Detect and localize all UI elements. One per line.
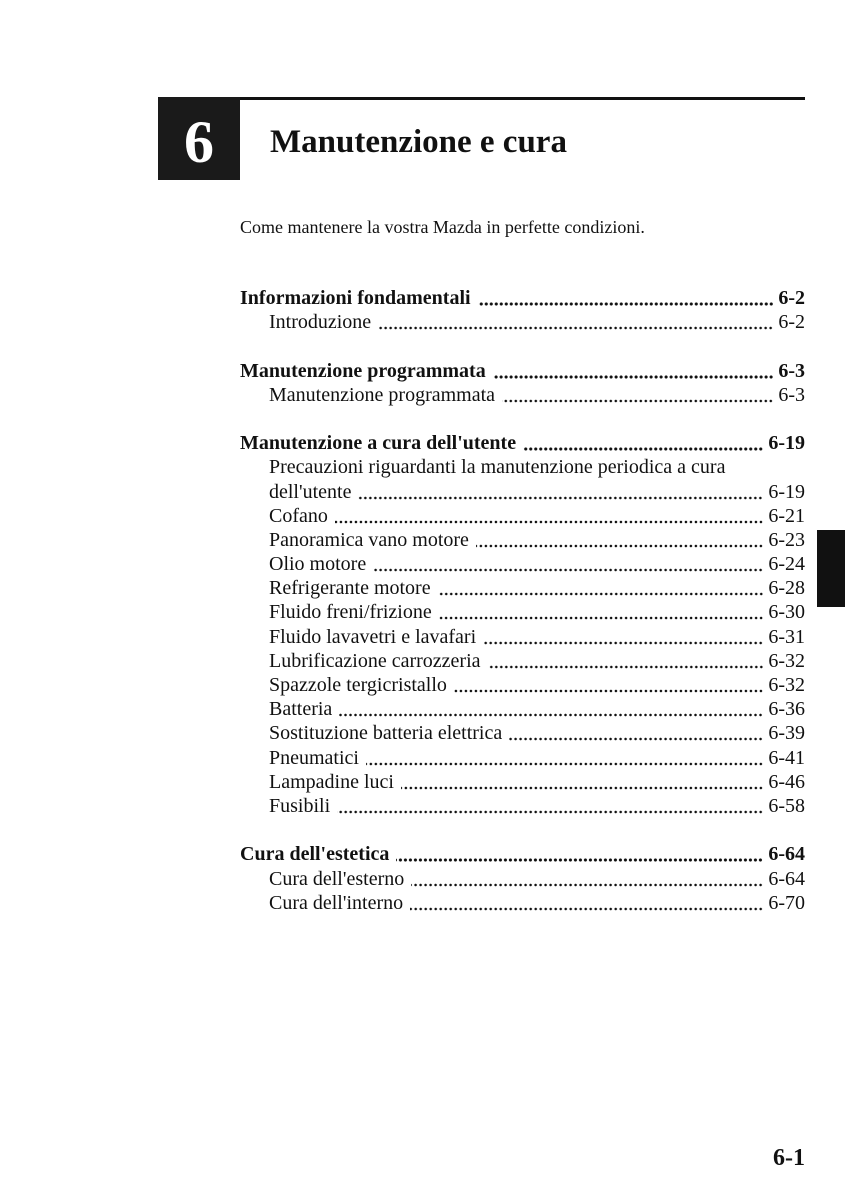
toc-entry-page: 6-64 [768,867,805,890]
toc-entry-page: 6-30 [768,601,805,624]
toc-section-page: 6-2 [778,287,805,309]
dot-leader [401,770,763,794]
dot-leader [438,576,764,600]
toc-entry-page: 6-23 [768,528,805,551]
toc-entry-label: Manutenzione programmata [269,383,496,406]
toc-entry-label: Fluido freni/frizione [269,601,432,624]
toc-entry [240,480,805,504]
toc-entry-page: 6-36 [768,698,805,721]
toc-section-page: 6-64 [768,843,805,866]
toc-section-title: Informazioni fondamentali [240,287,471,309]
dot-leader [358,480,763,504]
toc-entry [240,697,805,721]
toc-section-heading [240,431,805,455]
toc-entry [240,504,805,528]
chapter-number-box [158,97,240,180]
chapter-number: 6 [184,108,214,175]
dot-leader [439,600,764,624]
toc-entry-page: 6-39 [768,722,805,745]
dot-leader [366,746,763,770]
toc-entry-label: Lampadine luci [269,770,394,793]
toc-entry [240,625,805,649]
toc-entry [240,867,805,891]
dot-leader [488,649,764,673]
toc-section [240,842,805,915]
toc-entry-label: Precauzioni riguardanti la manutenzione periodica a cura [269,456,726,479]
toc-entry-page: 6-28 [768,577,805,600]
toc-section [240,286,805,334]
toc-section [240,359,805,407]
toc-entry-label: Fluido lavavetri e lavafari [269,625,477,648]
toc-entry-label: Cura dell'esterno [269,867,405,890]
toc-entry [240,891,805,915]
dot-leader [373,552,763,576]
toc-section-page: 6-3 [778,359,805,382]
dot-leader [478,286,774,310]
toc-section-heading [240,359,805,383]
toc-entry-label: Olio motore [269,553,367,576]
dot-leader [523,431,763,455]
toc-entry-page: 6-24 [768,553,805,576]
dot-leader [378,310,773,334]
dot-leader [476,528,763,552]
toc-entry-label: Pneumatici [269,746,359,769]
toc-section-heading [240,842,805,866]
dot-leader [410,891,763,915]
toc-entry [240,746,805,770]
dot-leader [335,504,763,528]
toc-entry-label: Cura dell'interno [269,891,404,914]
toc-section-heading [240,286,805,310]
toc-entry [240,600,805,624]
dot-leader [493,359,774,383]
chapter-header-rule [240,97,805,100]
toc-entry-label-continued: dell'utente [269,480,352,503]
dot-leader [509,721,763,745]
toc-entry [240,528,805,552]
toc-entry-label: Introduzione [269,311,372,334]
chapter-thumb-tab [817,530,845,607]
toc-entry [240,383,805,407]
toc-entry [240,673,805,697]
table-of-contents [240,286,805,915]
toc-entry-page: 6-41 [768,746,805,769]
toc-entry [240,576,805,600]
page-number: 6-1 [773,1145,805,1171]
toc-entry-page: 6-46 [768,770,805,793]
dot-leader [337,794,763,818]
dot-leader [411,867,763,891]
toc-entry-label: Lubrificazione carrozzeria [269,649,481,672]
toc-entry [240,770,805,794]
toc-entry-label: Refrigerante motore [269,577,431,600]
toc-entry-page: 6-19 [768,480,805,503]
dot-leader [502,383,773,407]
toc-entry-page: 6-32 [768,649,805,672]
toc-entry-page: 6-3 [778,383,805,406]
dot-leader [339,697,763,721]
toc-section-title: Manutenzione a cura dell'utente [240,432,517,455]
toc-entry-page: 6-58 [768,794,805,817]
toc-entry-label: Fusibili [269,794,331,817]
toc-entry-label: Cofano [269,504,328,527]
toc-entry-page: 6-31 [768,625,805,648]
toc-section [240,431,805,818]
toc-entry-label: Sostituzione batteria elettrica [269,722,503,745]
toc-entry-page: 6-21 [768,504,805,527]
toc-entry-page: 6-70 [768,891,805,914]
chapter-title: Manutenzione e cura [270,124,567,160]
toc-section-title: Cura dell'estetica [240,843,390,866]
dot-leader [483,625,763,649]
toc-section-page: 6-19 [768,432,805,455]
toc-entry [240,794,805,818]
chapter-intro: Come mantenere la vostra Mazda in perfette condizioni. [240,217,645,237]
toc-entry-label: Panoramica vano motore [269,528,469,551]
toc-entry-page: 6-32 [768,674,805,696]
toc-entry [240,721,805,745]
toc-entry-label: Spazzole tergicristallo [269,674,447,696]
dot-leader [396,842,763,866]
toc-entry-wrapped-line [240,455,805,479]
dot-leader [454,673,763,697]
toc-entry-page: 6-2 [778,311,805,334]
toc-entry-label: Batteria [269,698,333,721]
toc-entry [240,310,805,334]
toc-entry [240,552,805,576]
toc-entry [240,649,805,673]
toc-section-title: Manutenzione programmata [240,359,486,382]
